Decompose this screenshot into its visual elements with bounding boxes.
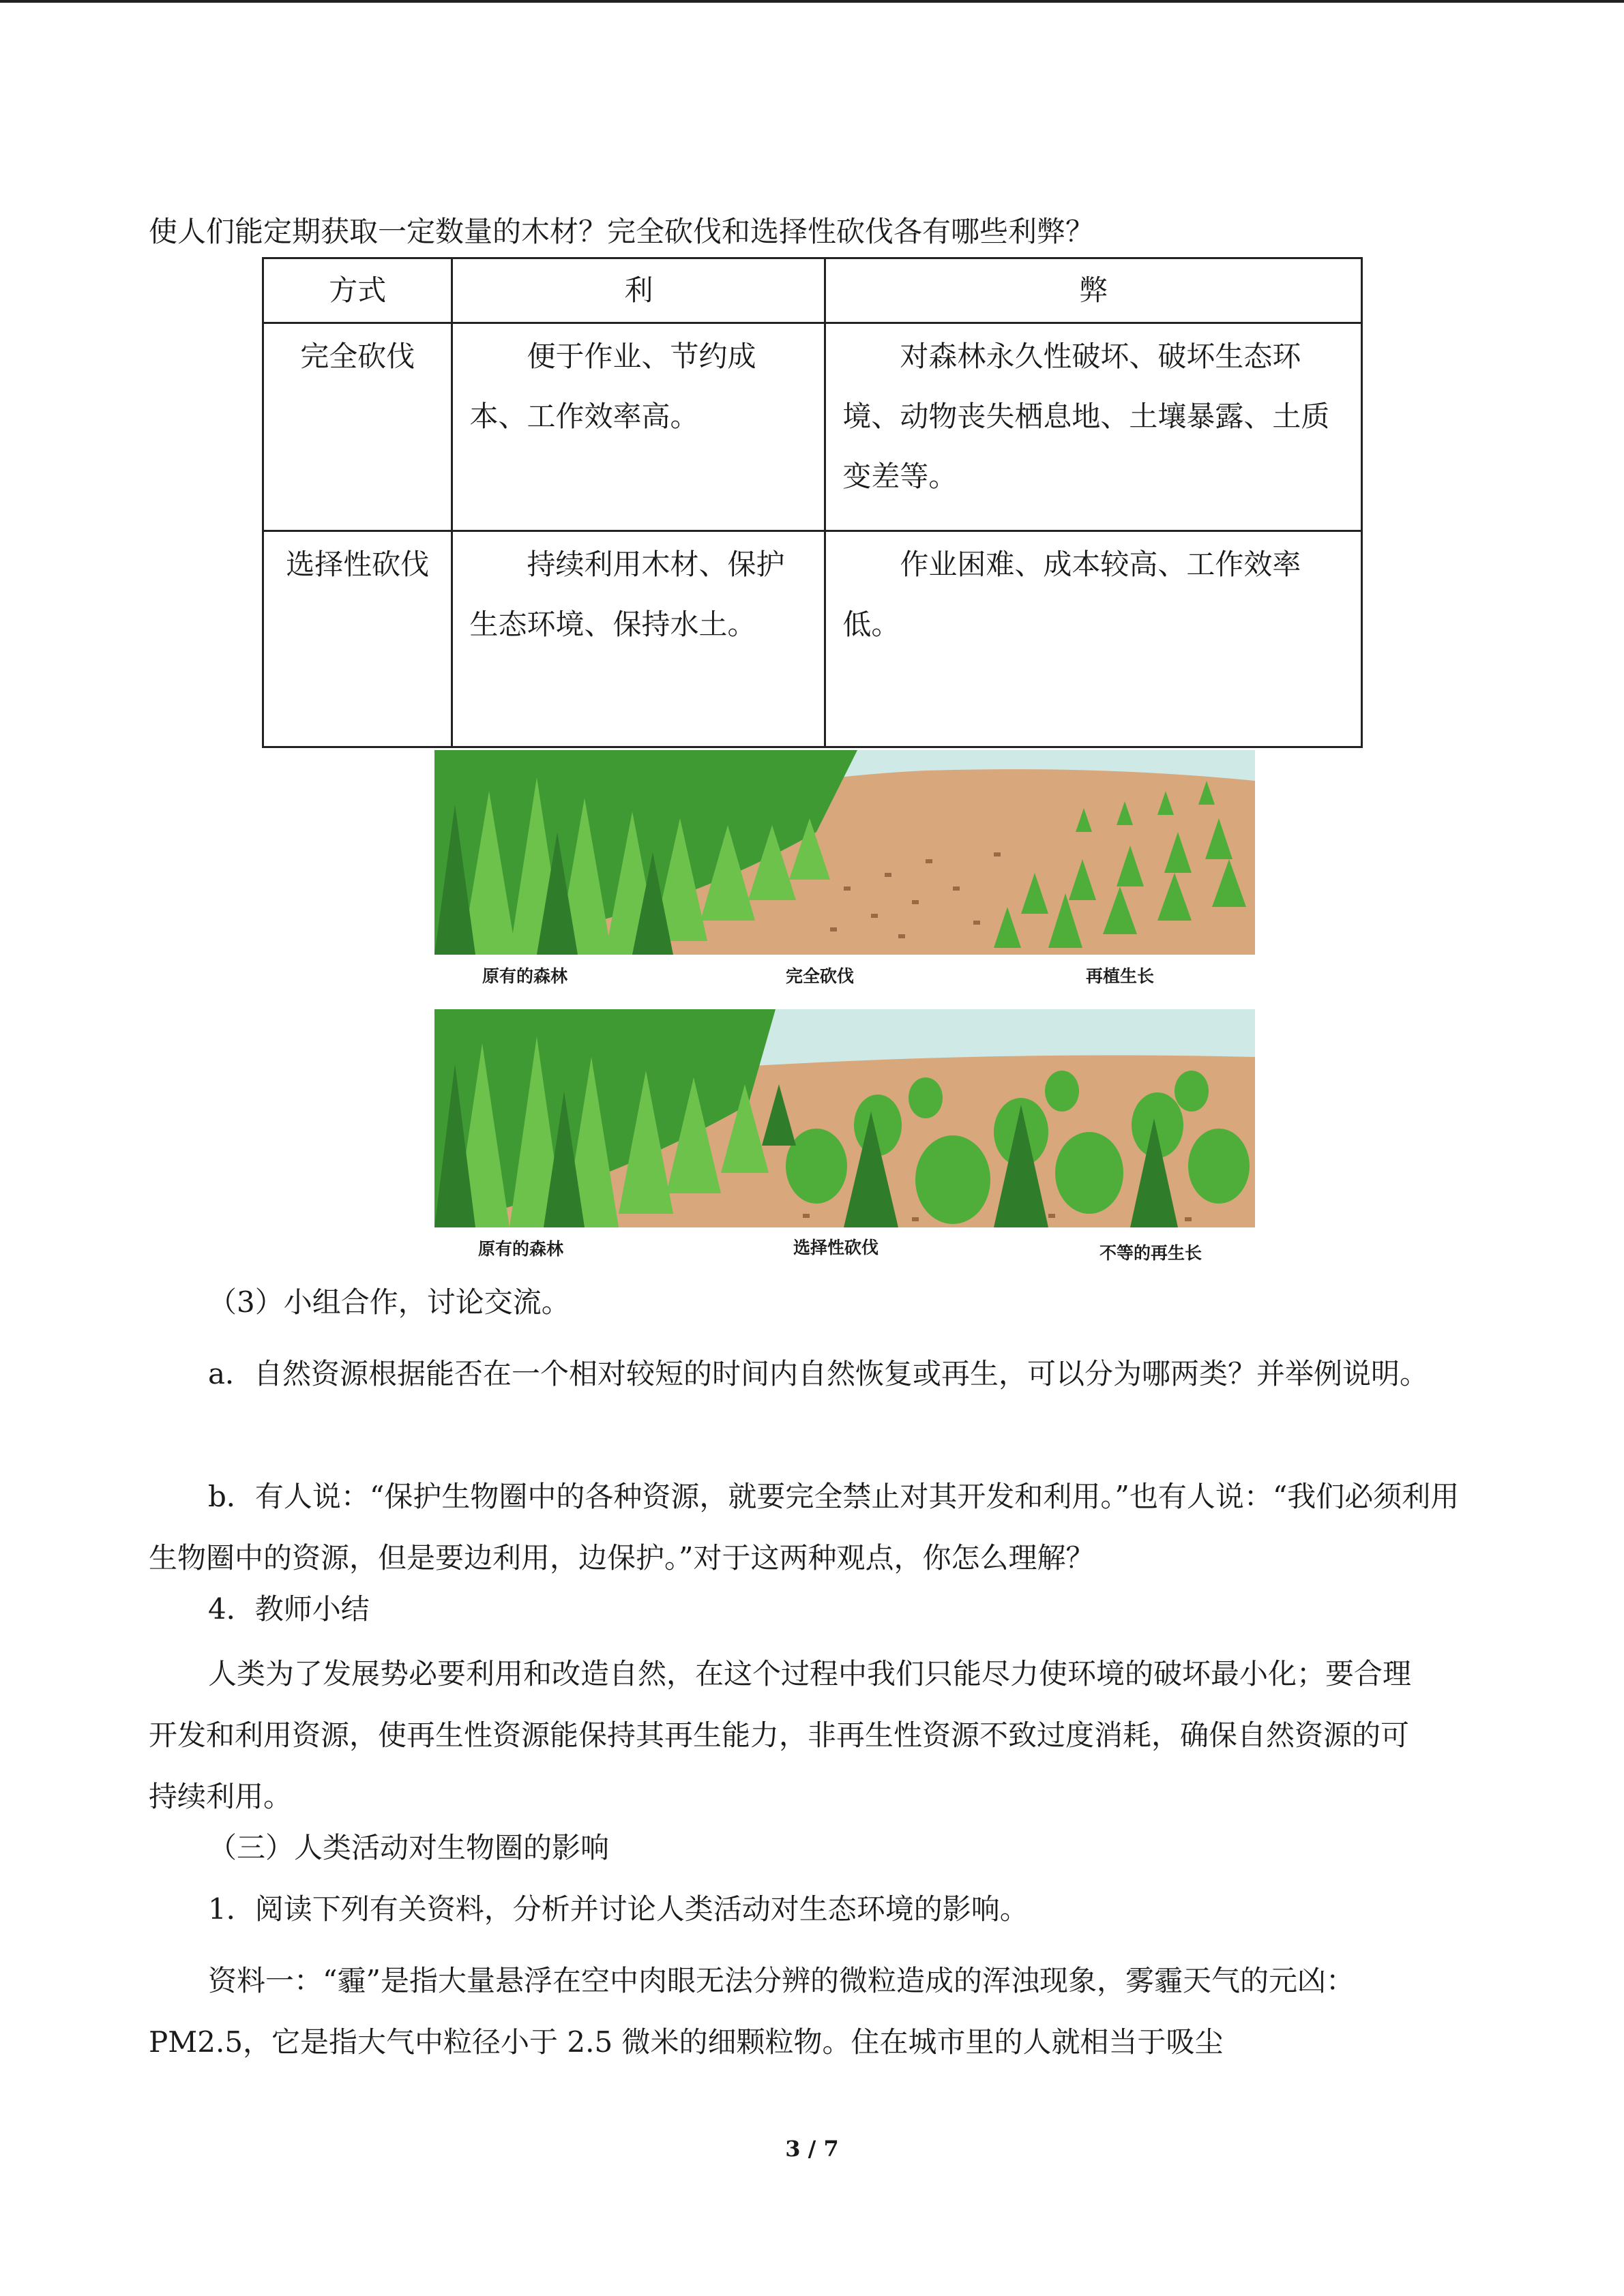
table-cell-pros: 持续利用木材、保护生态环境、保持水土。 <box>452 531 825 747</box>
clear-cutting-illustration <box>434 750 1255 986</box>
table-header: 弊 <box>825 258 1362 323</box>
table-cell-method: 选择性砍伐 <box>263 531 452 747</box>
caption: 选择性砍伐 <box>793 1238 879 1257</box>
table-header-row <box>263 258 1362 323</box>
paragraph: 4．教师小结 <box>208 1592 370 1626</box>
table-cell-method: 完全砍伐 <box>263 323 452 531</box>
table-header: 方式 <box>263 258 452 323</box>
paragraph: （3）小组合作，讨论交流。 <box>208 1285 570 1319</box>
caption: 原有的森林 <box>478 1239 564 1259</box>
table-cell-cons: 作业困难、成本较高、工作效率低。 <box>825 531 1362 747</box>
selective-cutting-scene <box>434 1009 1255 1227</box>
intro-line: 使人们能定期获取一定数量的木材？完全砍伐和选择性砍伐各有哪些利弊？ <box>149 215 1095 248</box>
paragraph: 1．阅读下列有关资料，分析并讨论人类活动对生态环境的影响。 <box>208 1892 1029 1926</box>
paragraph: b．有人说：“保护生物圈中的各种资源，就要完全禁止对其开发和利用。”也有人说：“我们必须利用生物圈中的资源，但是要边利用，边保护。”对于这两种观点，你怎么理解？ <box>149 1480 1460 1575</box>
paragraph: a．自然资源根据能否在一个相对较短的时间内自然恢复或再生，可以分为哪两类？并举例说明。 <box>208 1357 1429 1390</box>
table-cell-pros: 便于作业、节约成本、工作效率高。 <box>452 323 825 531</box>
comparison-table <box>262 257 1363 748</box>
top-border <box>0 0 1624 3</box>
caption: 完全砍伐 <box>786 966 855 986</box>
table-cell-cons: 对森林永久性破坏、破坏生态环境、动物丧失栖息地、土壤暴露、土质变差等。 <box>825 323 1362 531</box>
paragraph: 人类为了发展势必要利用和改造自然，在这个过程中我们只能尽力使环境的破坏最小化；要合理开发和利用资源，使再生性资源能保持其再生能力，非再生性资源不致过度消耗，确保自然资源的可持续利用。 <box>149 1657 1412 1813</box>
table-header: 利 <box>452 258 825 323</box>
paragraph: 资料一：“霾”是指大量悬浮在空中肉眼无法分辨的微粒造成的浑浊现象，雾霾天气的元凶：PM2.5，它是指大气中粒径小于 2.5 微米的细颗粒物。住在城市里的人就相当于吸尘 <box>149 1964 1355 2059</box>
clear-cutting-scene <box>434 750 1255 955</box>
caption: 不等的再生长 <box>1099 1243 1202 1263</box>
section-heading: （三）人类活动对生物圈的影响 <box>208 1831 610 1864</box>
table-row <box>263 323 1362 531</box>
caption: 再植生长 <box>1086 966 1155 986</box>
page-number: 3 / 7 <box>785 2136 839 2162</box>
caption: 原有的森林 <box>482 966 568 986</box>
selective-cutting-illustration <box>434 1009 1255 1262</box>
table-row <box>263 531 1362 747</box>
